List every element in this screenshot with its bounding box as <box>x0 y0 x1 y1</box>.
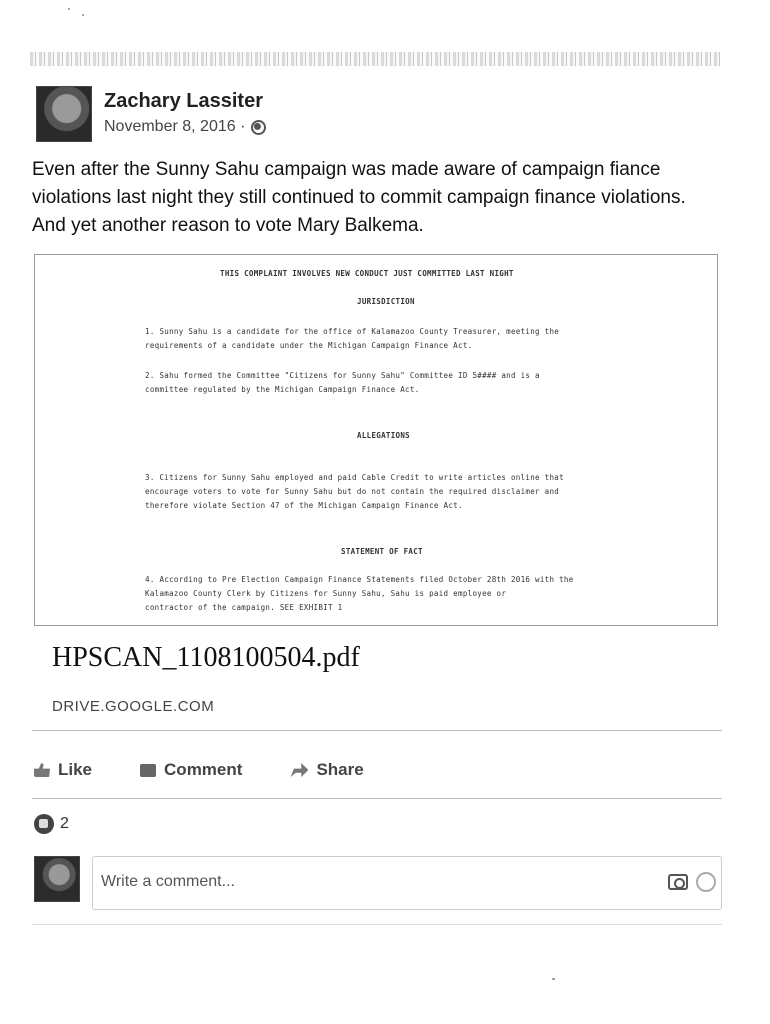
post-text: Even after the Sunny Sahu campaign was made aware of campaign fiance violations last night they still continued to commit campaign finance violations. And yet another reason to vote Mary Balkema. <box>32 159 686 236</box>
comment-input[interactable]: Write a comment... <box>92 856 722 910</box>
attachment-preview[interactable] <box>34 254 718 626</box>
comment-label: Comment <box>164 760 243 779</box>
divider <box>32 730 722 731</box>
comment-button[interactable] <box>140 760 242 780</box>
doc-line: 3. Citizens for Sunny Sahu employed and paid Cable Credit to write articles online that <box>145 473 564 482</box>
attachment-title[interactable]: HPSCAN_1108100504.pdf <box>52 642 360 673</box>
doc-line: encourage voters to vote for Sunny Sahu but do not contain the required disclaimer and <box>145 487 560 496</box>
scan-speck <box>552 978 555 980</box>
reaction-count: 2 <box>60 815 69 832</box>
author-avatar[interactable] <box>36 86 92 142</box>
doc-line: Kalamazoo County Clerk by Citizens for Sunny Sahu, Sahu is paid employee or <box>145 589 507 598</box>
comment-icon <box>140 764 156 777</box>
doc-line: 4. According to Pre Election Campaign Finance Statements filed October 28th 2016 with the <box>145 575 574 584</box>
post-header <box>32 80 722 142</box>
like-label: Like <box>58 760 93 779</box>
divider <box>32 924 722 925</box>
doc-line: requirements of a candidate under the Michigan Campaign Finance Act. <box>145 341 473 350</box>
share-icon <box>290 763 308 777</box>
doc-header: THIS COMPLAINT INVOLVES NEW CONDUCT JUST COMMITTED LAST NIGHT <box>220 269 514 278</box>
like-reaction-icon <box>34 814 54 834</box>
attachment-domain: DRIVE.GOOGLE.COM <box>52 698 215 715</box>
scan-speck <box>68 8 70 10</box>
scan-artifact-band <box>30 52 720 66</box>
post-actions <box>34 760 364 780</box>
viewer-avatar <box>34 856 80 902</box>
share-button[interactable] <box>290 760 363 780</box>
share-label: Share <box>316 760 364 779</box>
comment-composer <box>34 856 724 910</box>
facebook-post <box>32 80 722 626</box>
doc-line: contractor of the campaign. SEE EXHIBIT 1 <box>145 603 343 612</box>
thumbs-up-icon <box>34 763 50 777</box>
like-button[interactable] <box>34 760 92 780</box>
post-meta <box>104 118 266 136</box>
divider <box>32 798 722 799</box>
doc-line: committee regulated by the Michigan Campaign Finance Act. <box>145 385 420 394</box>
doc-line: 2. Sahu formed the Committee "Citizens for Sunny Sahu" Committee ID 5#### and is a <box>145 371 540 380</box>
doc-line: therefore violate Section 47 of the Michigan Campaign Finance Act. <box>145 501 463 510</box>
author-name[interactable]: Zachary Lassiter <box>104 90 263 112</box>
reactions-summary[interactable] <box>34 814 69 834</box>
doc-section-title: STATEMENT OF FACT <box>341 547 423 556</box>
scan-speck <box>82 14 84 16</box>
doc-section-title: JURISDICTION <box>357 297 415 306</box>
doc-line: 1. Sunny Sahu is a candidate for the office of Kalamazoo County Treasurer, meeting the <box>145 327 560 336</box>
camera-icon[interactable] <box>668 874 688 890</box>
doc-section-title: ALLEGATIONS <box>357 431 410 440</box>
emoji-icon[interactable] <box>696 872 716 892</box>
globe-icon <box>251 120 266 135</box>
post-date[interactable]: November 8, 2016 · <box>104 118 246 135</box>
